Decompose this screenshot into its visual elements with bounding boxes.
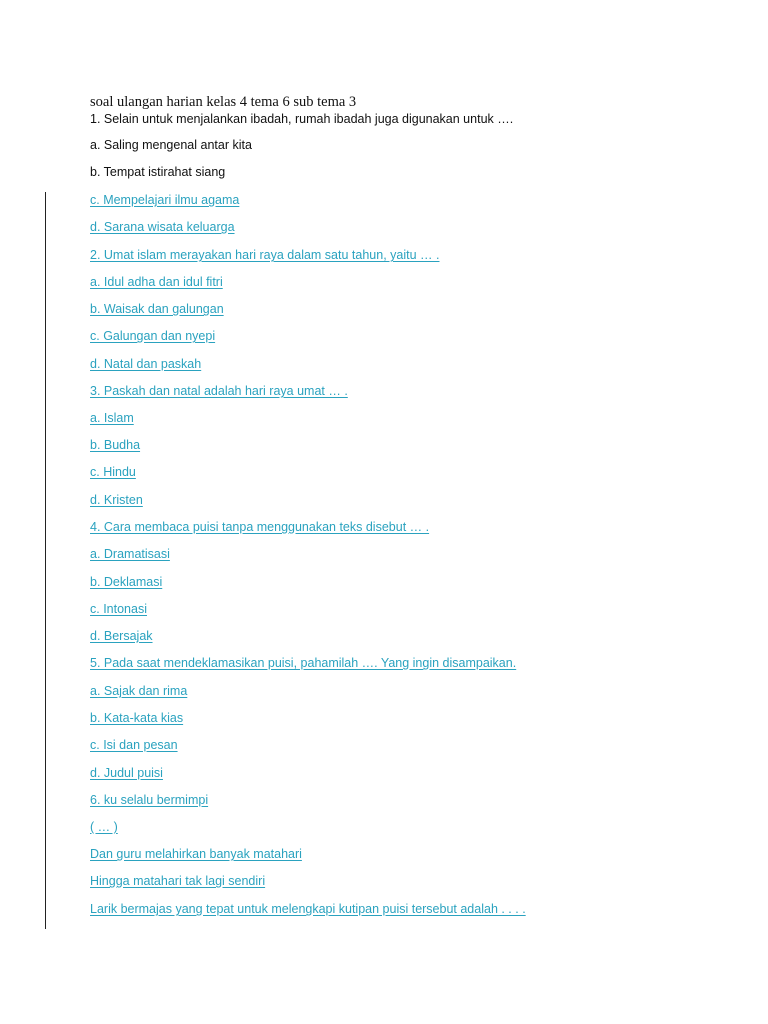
question-link-line[interactable]: d. Judul puisi: [90, 766, 163, 780]
question-link-line[interactable]: a. Dramatisasi: [90, 547, 170, 561]
question-link-line[interactable]: ( … ): [90, 820, 118, 834]
question-link-line[interactable]: Dan guru melahirkan banyak matahari: [90, 847, 302, 861]
question-link-line[interactable]: c. Mempelajari ilmu agama: [90, 193, 240, 207]
question-link-line[interactable]: Larik bermajas yang tepat untuk melengkapi kutipan puisi tersebut adalah . . . .: [90, 902, 526, 916]
question-link-line[interactable]: a. Idul adha dan idul fitri: [90, 275, 223, 289]
question-link-line[interactable]: d. Sarana wisata keluarga: [90, 220, 235, 234]
question-link-line[interactable]: b. Kata-kata kias: [90, 711, 184, 725]
question-link-line[interactable]: 6. ku selalu bermimpi: [90, 793, 209, 807]
question-link-line[interactable]: Hingga matahari tak lagi sendiri: [90, 874, 266, 888]
document-title: soal ulangan harian kelas 4 tema 6 sub tema 3: [90, 94, 357, 110]
question-link-line[interactable]: b. Budha: [90, 438, 141, 452]
question-link-line[interactable]: 2. Umat islam merayakan hari raya dalam satu tahun, yaitu … .: [90, 248, 440, 262]
question-link-line[interactable]: 5. Pada saat mendeklamasikan puisi, pahamilah …. Yang ingin disampaikan.: [90, 656, 517, 670]
margin-change-bar: [45, 192, 46, 929]
question-link-line[interactable]: c. Intonasi: [90, 602, 147, 616]
question-link-line[interactable]: 3. Paskah dan natal adalah hari raya umat … .: [90, 384, 348, 398]
question-link-line[interactable]: d. Natal dan paskah: [90, 357, 202, 371]
question-link-line[interactable]: c. Isi dan pesan: [90, 738, 178, 752]
question-text-line: b. Tempat istirahat siang: [90, 165, 226, 179]
question-link-line[interactable]: b. Deklamasi: [90, 575, 163, 589]
question-link-line[interactable]: 4. Cara membaca puisi tanpa menggunakan teks disebut … .: [90, 520, 430, 534]
question-link-line[interactable]: a. Islam: [90, 411, 134, 425]
question-text-line: a. Saling mengenal antar kita: [90, 138, 252, 152]
question-link-line[interactable]: a. Sajak dan rima: [90, 684, 188, 698]
question-link-line[interactable]: c. Galungan dan nyepi: [90, 329, 216, 343]
question-link-line[interactable]: d. Kristen: [90, 493, 143, 507]
question-link-line[interactable]: b. Waisak dan galungan: [90, 302, 224, 316]
question-text-line: 1. Selain untuk menjalankan ibadah, rumah ibadah juga digunakan untuk ….: [90, 112, 514, 126]
question-link-line[interactable]: c. Hindu: [90, 465, 136, 479]
question-link-line[interactable]: d. Bersajak: [90, 629, 153, 643]
